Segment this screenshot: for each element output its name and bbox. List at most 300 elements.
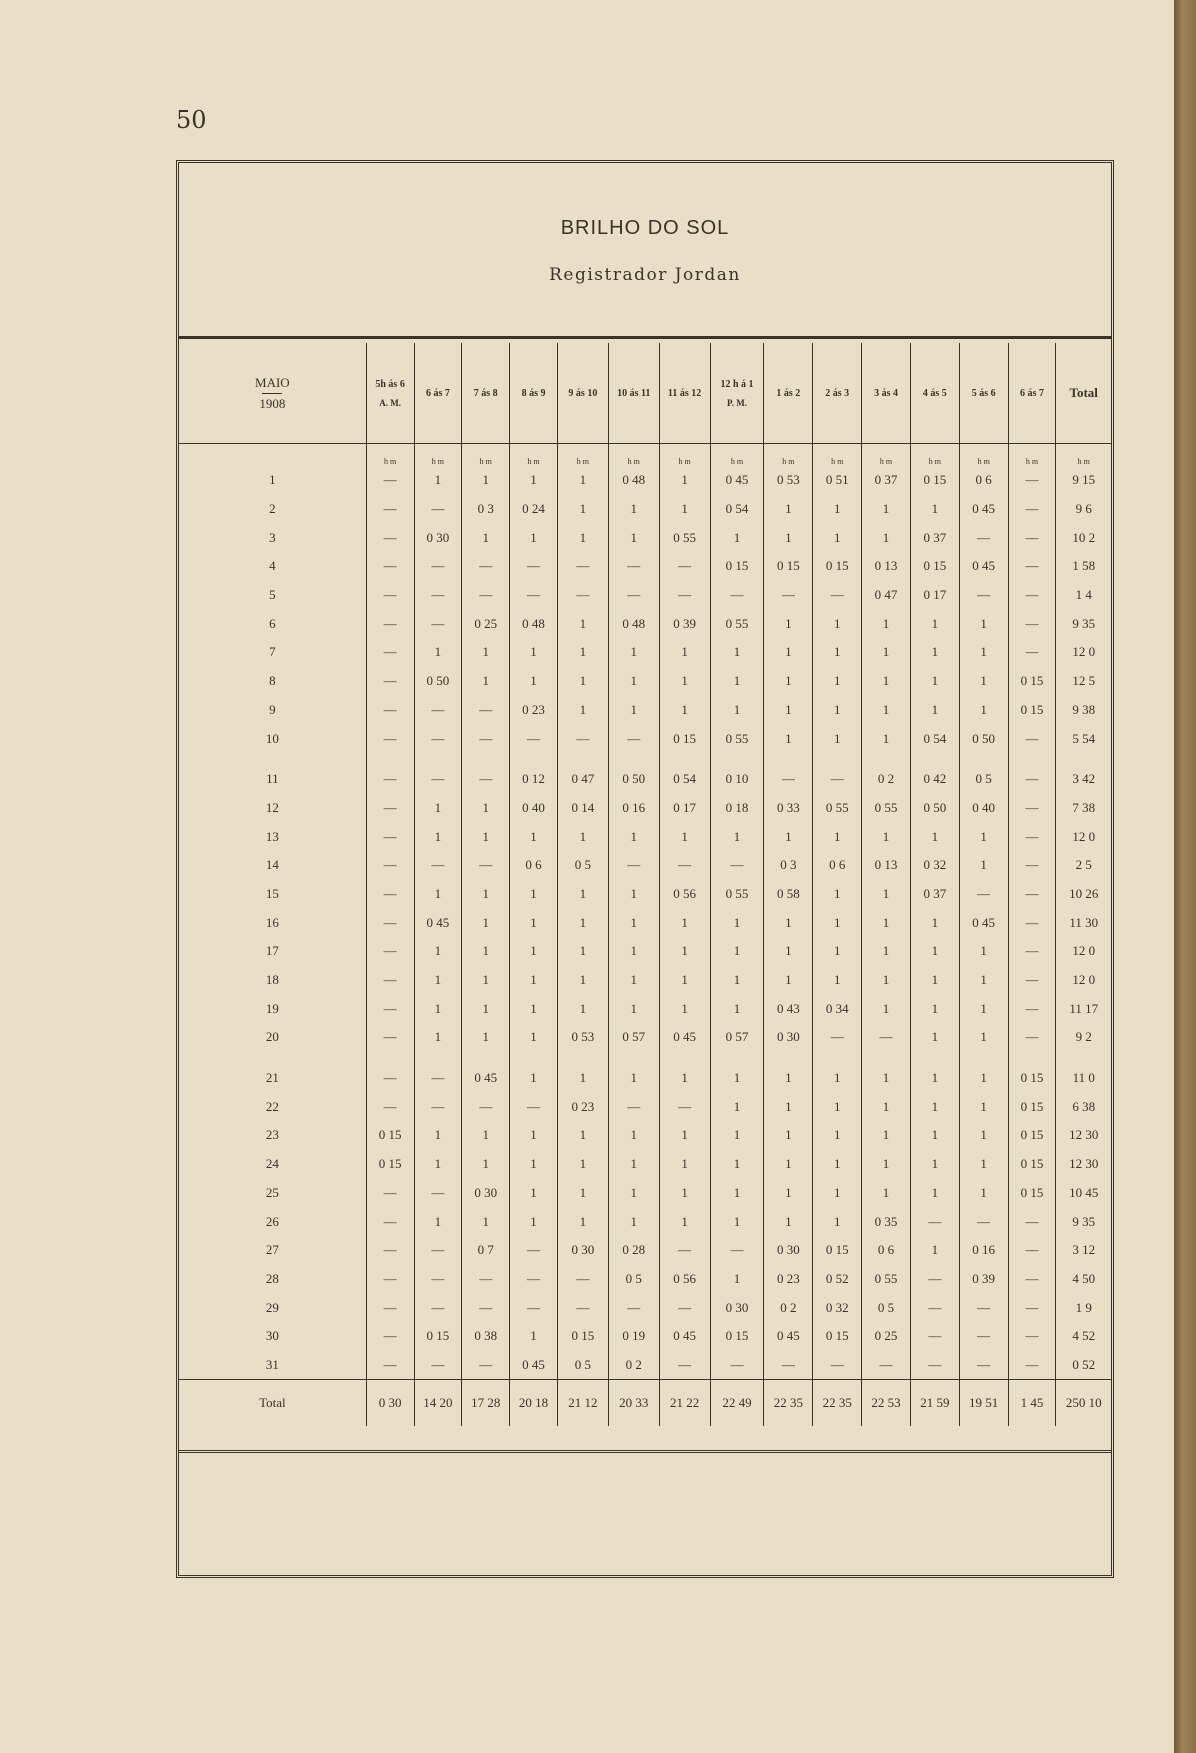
hour-cell: 0 30 <box>557 1236 608 1265</box>
hour-cell: 0 35 <box>862 1207 911 1236</box>
hour-cell: 1 <box>910 1092 959 1121</box>
hour-cell: 1 <box>910 1064 959 1093</box>
hour-cell: — <box>414 1236 462 1265</box>
day-cell: 28 <box>265 1270 279 1286</box>
hour-cell: — <box>557 1293 608 1322</box>
hour-cell: — <box>1008 1293 1056 1322</box>
hour-cell: — <box>1008 523 1056 552</box>
hour-cell: 0 25 <box>862 1322 911 1351</box>
gap-cell <box>608 753 659 765</box>
hour-cell: — <box>608 581 659 610</box>
hour-cell: 0 15 <box>813 1236 862 1265</box>
hour-cell: 1 <box>557 994 608 1023</box>
total-cell: 22 35 <box>813 1380 862 1427</box>
hour-cell: — <box>557 581 608 610</box>
hour-cell: — <box>366 966 414 995</box>
table-row <box>179 1236 1111 1265</box>
hour-cell: 0 58 <box>764 880 813 909</box>
hour-cell: — <box>710 581 764 610</box>
hour-cell: — <box>462 1265 510 1294</box>
hour-cell: 1 <box>862 667 911 696</box>
units-blank <box>179 444 366 467</box>
total-cell: 0 30 <box>366 1380 414 1427</box>
hour-cell: 1 <box>862 1179 911 1208</box>
hour-cell: 1 <box>510 1121 558 1150</box>
hour-cell: — <box>608 1293 659 1322</box>
hour-cell: 1 <box>959 1150 1008 1179</box>
hour-cell: 1 <box>813 822 862 851</box>
hour-cell: 1 <box>764 523 813 552</box>
hour-cell: 1 <box>462 1207 510 1236</box>
row-total-cell: 0 52 <box>1056 1351 1111 1380</box>
hour-cell: 1 <box>557 466 608 495</box>
hour-cell: — <box>557 552 608 581</box>
hour-cell: — <box>1008 794 1056 823</box>
hour-cell: — <box>366 609 414 638</box>
hour-cell: — <box>659 851 710 880</box>
hour-cell: 0 15 <box>557 1322 608 1351</box>
hour-cell: 1 <box>862 495 911 524</box>
gap-cell <box>179 1052 366 1064</box>
hour-cell: — <box>414 1092 462 1121</box>
hour-cell: 0 48 <box>608 609 659 638</box>
hour-cell: 1 <box>862 609 911 638</box>
hour-cell: 1 <box>764 667 813 696</box>
hour-cell: 1 <box>764 1179 813 1208</box>
table-row <box>179 908 1111 937</box>
hour-cell: 0 50 <box>910 794 959 823</box>
gap-cell <box>910 753 959 765</box>
hour-cell: 1 <box>414 880 462 909</box>
hour-cell: — <box>414 765 462 794</box>
hour-cell: 0 30 <box>710 1293 764 1322</box>
total-cell: 22 35 <box>764 1380 813 1427</box>
day-cell: 29 <box>265 1299 279 1315</box>
hour-cell: — <box>910 1207 959 1236</box>
hour-cell: 0 45 <box>462 1064 510 1093</box>
hour-cell: — <box>557 1265 608 1294</box>
hour-cell: 1 <box>557 880 608 909</box>
column-header: 8 ás 9 <box>510 343 558 444</box>
hour-cell: 1 <box>659 696 710 725</box>
hour-cell: — <box>366 1236 414 1265</box>
hour-cell: — <box>366 495 414 524</box>
hour-cell: 1 <box>959 966 1008 995</box>
hour-cell: 0 3 <box>462 495 510 524</box>
hour-cell: 1 <box>959 1023 1008 1052</box>
hour-cell: — <box>366 1293 414 1322</box>
hour-cell: 0 54 <box>910 724 959 753</box>
gap-cell <box>1056 1052 1111 1064</box>
hour-cell: 0 48 <box>510 609 558 638</box>
hour-cell: 1 <box>813 523 862 552</box>
table-row <box>179 523 1111 552</box>
day-cell: 3 <box>269 529 276 545</box>
hour-cell: 0 13 <box>862 851 911 880</box>
total-cell: 250 10 <box>1056 1380 1111 1427</box>
hour-cell: 0 28 <box>608 1236 659 1265</box>
hour-cell: — <box>1008 724 1056 753</box>
hour-cell: 1 <box>659 994 710 1023</box>
hour-cell: 1 <box>659 908 710 937</box>
hour-cell: 1 <box>813 937 862 966</box>
table-row <box>179 1179 1111 1208</box>
hour-cell: 1 <box>462 466 510 495</box>
hour-cell: 1 <box>608 908 659 937</box>
unit-label: h m <box>710 444 764 467</box>
hour-cell: — <box>414 1351 462 1380</box>
hour-cell: 1 <box>910 822 959 851</box>
row-total-cell: 12 30 <box>1056 1150 1111 1179</box>
column-header: 11 ás 12 <box>659 343 710 444</box>
hour-cell: 1 <box>710 1064 764 1093</box>
hour-cell: 0 39 <box>959 1265 1008 1294</box>
day-cell: 9 <box>269 701 276 717</box>
hour-cell: 1 <box>557 908 608 937</box>
hour-cell: 1 <box>510 667 558 696</box>
hour-cell: 0 32 <box>813 1293 862 1322</box>
hour-cell: — <box>366 581 414 610</box>
hour-cell: 1 <box>659 638 710 667</box>
gap-cell <box>659 753 710 765</box>
hour-cell: 1 <box>813 1064 862 1093</box>
row-total-cell: 12 0 <box>1056 937 1111 966</box>
hour-cell: 0 39 <box>659 609 710 638</box>
hour-cell: — <box>1008 765 1056 794</box>
hour-cell: 1 <box>659 1064 710 1093</box>
row-total-cell: 11 0 <box>1056 1064 1111 1093</box>
hour-cell: 0 15 <box>366 1121 414 1150</box>
book-spine-edge <box>1174 0 1196 1753</box>
hour-cell: 0 37 <box>862 466 911 495</box>
hour-cell: 0 42 <box>910 765 959 794</box>
hour-cell: — <box>1008 495 1056 524</box>
hour-cell: 1 <box>813 1121 862 1150</box>
hour-cell: 1 <box>414 1150 462 1179</box>
hour-cell: 1 <box>813 638 862 667</box>
hour-cell: 1 <box>608 822 659 851</box>
hour-cell: 1 <box>910 994 959 1023</box>
group-gap <box>179 753 1111 765</box>
hour-cell: 0 57 <box>710 1023 764 1052</box>
total-cell: 14 20 <box>414 1380 462 1427</box>
table-row <box>179 851 1111 880</box>
hour-cell: 1 <box>862 994 911 1023</box>
hour-cell: 1 <box>813 495 862 524</box>
hour-cell: 1 <box>710 994 764 1023</box>
gap-cell <box>510 753 558 765</box>
hour-cell: — <box>366 667 414 696</box>
hour-cell: — <box>414 1293 462 1322</box>
hour-cell: 1 <box>659 466 710 495</box>
day-cell: 17 <box>265 943 279 959</box>
total-cell: 20 33 <box>608 1380 659 1427</box>
hour-cell: 0 55 <box>710 724 764 753</box>
hour-cell: 1 <box>959 1179 1008 1208</box>
table-body <box>179 444 1111 1427</box>
hour-cell: — <box>462 765 510 794</box>
hour-cell: — <box>366 1023 414 1052</box>
hour-cell: 0 15 <box>764 552 813 581</box>
hour-cell: 1 <box>414 822 462 851</box>
table-row <box>179 1092 1111 1121</box>
hour-cell: — <box>710 1236 764 1265</box>
hour-cell: — <box>366 1351 414 1380</box>
hour-cell: — <box>1008 581 1056 610</box>
hour-cell: 1 <box>510 994 558 1023</box>
hour-cell: 1 <box>510 466 558 495</box>
hour-cell: 1 <box>659 1207 710 1236</box>
month-separator <box>262 393 282 394</box>
hour-cell: 1 <box>910 609 959 638</box>
hour-cell: 0 45 <box>959 495 1008 524</box>
pm-label: P. M. <box>727 397 747 408</box>
row-total-cell: 11 30 <box>1056 908 1111 937</box>
hour-cell: — <box>366 994 414 1023</box>
hour-cell: — <box>366 908 414 937</box>
row-total-cell: 4 52 <box>1056 1322 1111 1351</box>
hour-cell: 0 37 <box>910 523 959 552</box>
hour-cell: — <box>510 552 558 581</box>
hour-cell: 1 <box>510 1023 558 1052</box>
table-row <box>179 822 1111 851</box>
hour-cell: 1 <box>462 667 510 696</box>
column-header: 5 ás 6 <box>959 343 1008 444</box>
column-header: 2 ás 3 <box>813 343 862 444</box>
hour-cell: — <box>1008 880 1056 909</box>
page-number: 50 <box>176 106 207 134</box>
hour-cell: 0 30 <box>764 1023 813 1052</box>
day-cell: 31 <box>265 1356 279 1372</box>
table-row <box>179 1207 1111 1236</box>
hour-cell: 1 <box>910 1150 959 1179</box>
hour-cell: 1 <box>959 638 1008 667</box>
hour-cell: 1 <box>557 937 608 966</box>
hour-cell: 1 <box>462 1150 510 1179</box>
hour-cell: 1 <box>959 1121 1008 1150</box>
hour-cell: 0 23 <box>557 1092 608 1121</box>
hour-cell: 0 45 <box>659 1023 710 1052</box>
row-total-cell: 9 38 <box>1056 696 1111 725</box>
hour-cell: 1 <box>862 880 911 909</box>
hour-cell: — <box>510 724 558 753</box>
row-total-cell: 9 2 <box>1056 1023 1111 1052</box>
hour-cell: — <box>1008 1207 1056 1236</box>
hour-cell: — <box>366 1092 414 1121</box>
hour-cell: 1 <box>557 1207 608 1236</box>
row-total-cell: 12 0 <box>1056 966 1111 995</box>
unit-label: h m <box>608 444 659 467</box>
hour-cell: 1 <box>813 880 862 909</box>
hour-cell: 1 <box>414 466 462 495</box>
table-row <box>179 966 1111 995</box>
hour-cell: 1 <box>710 1265 764 1294</box>
hour-cell: — <box>710 1351 764 1380</box>
hour-cell: 1 <box>608 495 659 524</box>
unit-label: h m <box>813 444 862 467</box>
unit-label: h m <box>510 444 558 467</box>
hour-cell: — <box>910 1293 959 1322</box>
table-row <box>179 638 1111 667</box>
column-header: 10 ás 11 <box>608 343 659 444</box>
gap-cell <box>462 1052 510 1064</box>
unit-label: h m <box>557 444 608 467</box>
group-gap <box>179 1052 1111 1064</box>
column-header: 4 ás 5 <box>910 343 959 444</box>
row-total-cell: 3 12 <box>1056 1236 1111 1265</box>
gap-cell <box>1056 753 1111 765</box>
hour-cell: 1 <box>608 696 659 725</box>
hour-cell: — <box>1008 851 1056 880</box>
hour-cell: — <box>1008 822 1056 851</box>
hour-cell: 1 <box>910 908 959 937</box>
hour-cell: 1 <box>813 696 862 725</box>
hour-cell: 1 <box>764 696 813 725</box>
hour-cell: 1 <box>414 1207 462 1236</box>
table-row <box>179 552 1111 581</box>
row-total-cell: 10 2 <box>1056 523 1111 552</box>
hour-cell: 0 15 <box>1008 1092 1056 1121</box>
hour-cell: 1 <box>608 638 659 667</box>
hour-cell: — <box>414 851 462 880</box>
hour-cell: 1 <box>659 495 710 524</box>
hour-cell: 1 <box>862 523 911 552</box>
hour-cell: 1 <box>510 1179 558 1208</box>
hour-cell: — <box>1008 994 1056 1023</box>
hour-cell: 0 55 <box>862 794 911 823</box>
hour-cell: 0 15 <box>710 552 764 581</box>
hour-cell: 1 <box>710 966 764 995</box>
hour-cell: — <box>959 880 1008 909</box>
hour-cell: 1 <box>764 822 813 851</box>
hour-cell: 0 55 <box>710 880 764 909</box>
hour-cell: 0 56 <box>659 880 710 909</box>
hour-cell: 0 52 <box>813 1265 862 1294</box>
hour-cell: 1 <box>710 523 764 552</box>
hour-cell: 1 <box>462 966 510 995</box>
hour-cell: — <box>366 937 414 966</box>
row-total-cell: 12 5 <box>1056 667 1111 696</box>
hour-cell: 0 5 <box>608 1265 659 1294</box>
hour-cell: 0 55 <box>710 609 764 638</box>
gap-cell <box>910 1052 959 1064</box>
hour-cell: — <box>862 1023 911 1052</box>
unit-label: h m <box>462 444 510 467</box>
hour-cell: 0 5 <box>557 851 608 880</box>
hour-cell: 1 <box>959 609 1008 638</box>
hour-cell: — <box>659 1293 710 1322</box>
hour-cell: 1 <box>959 851 1008 880</box>
hour-cell: 0 15 <box>659 724 710 753</box>
hour-cell: — <box>366 724 414 753</box>
hour-cell: — <box>608 1092 659 1121</box>
row-total-cell: 9 6 <box>1056 495 1111 524</box>
gap-cell <box>959 1052 1008 1064</box>
hour-cell: 1 <box>910 966 959 995</box>
unit-label: h m <box>959 444 1008 467</box>
hour-cell: 1 <box>862 1121 911 1150</box>
hour-cell: 1 <box>557 495 608 524</box>
hour-cell: 1 <box>862 937 911 966</box>
page-subtitle: Registrador Jordan <box>549 265 741 285</box>
totals-label: Total <box>179 1380 366 1427</box>
hour-cell: — <box>366 1207 414 1236</box>
hour-cell: 0 45 <box>659 1322 710 1351</box>
hour-cell: 0 3 <box>764 851 813 880</box>
total-cell: 19 51 <box>959 1380 1008 1427</box>
hour-cell: 1 <box>659 1150 710 1179</box>
hour-cell: — <box>910 1322 959 1351</box>
month-label: MAIO <box>255 374 290 390</box>
gap-cell <box>462 753 510 765</box>
day-cell: 11 <box>266 771 279 787</box>
day-cell: 6 <box>269 615 276 631</box>
hour-cell: 0 55 <box>862 1265 911 1294</box>
hour-cell: 1 <box>462 908 510 937</box>
hour-cell: 0 15 <box>710 1322 764 1351</box>
hour-cell: 1 <box>608 994 659 1023</box>
hour-cell: — <box>959 1293 1008 1322</box>
hour-cell: 0 45 <box>710 466 764 495</box>
hour-cell: 1 <box>910 1023 959 1052</box>
hour-cell: — <box>510 1092 558 1121</box>
hour-cell: 1 <box>557 609 608 638</box>
day-cell: 5 <box>269 587 276 603</box>
table-row <box>179 1265 1111 1294</box>
hour-cell: 1 <box>710 638 764 667</box>
hour-cell: — <box>510 1236 558 1265</box>
hour-cell: — <box>366 794 414 823</box>
hour-cell: 1 <box>462 1121 510 1150</box>
hour-cell: — <box>608 724 659 753</box>
gap-cell <box>557 753 608 765</box>
hour-cell: 1 <box>910 495 959 524</box>
hour-cell: 0 57 <box>608 1023 659 1052</box>
hour-cell: 1 <box>813 1179 862 1208</box>
hour-cell: 0 32 <box>910 851 959 880</box>
hour-cell: 1 <box>608 1150 659 1179</box>
hour-cell: 1 <box>710 1179 764 1208</box>
hour-cell: 1 <box>608 523 659 552</box>
day-cell: 13 <box>265 828 279 844</box>
hour-cell: 1 <box>557 1064 608 1093</box>
hour-cell: 0 15 <box>813 552 862 581</box>
hour-cell: 1 <box>608 966 659 995</box>
hour-cell: — <box>659 552 710 581</box>
hour-cell: 1 <box>557 667 608 696</box>
hour-cell: — <box>608 552 659 581</box>
hour-cell: — <box>366 1265 414 1294</box>
row-total-cell: 10 45 <box>1056 1179 1111 1208</box>
column-header-row <box>179 343 1111 444</box>
hour-cell: — <box>414 724 462 753</box>
hour-cell: 1 <box>813 609 862 638</box>
hour-cell: — <box>959 581 1008 610</box>
hour-cell: 0 15 <box>1008 1121 1056 1150</box>
gap-cell <box>710 753 764 765</box>
hour-cell: 1 <box>608 1179 659 1208</box>
day-cell: 14 <box>265 857 279 873</box>
day-cell: 26 <box>265 1213 279 1229</box>
hour-cell: 0 45 <box>764 1322 813 1351</box>
hour-cell: 1 <box>710 1092 764 1121</box>
table-row <box>179 495 1111 524</box>
unit-label: h m <box>659 444 710 467</box>
hour-cell: — <box>1008 1265 1056 1294</box>
gap-cell <box>179 753 366 765</box>
hour-cell: — <box>414 1179 462 1208</box>
hour-cell: 0 15 <box>366 1150 414 1179</box>
